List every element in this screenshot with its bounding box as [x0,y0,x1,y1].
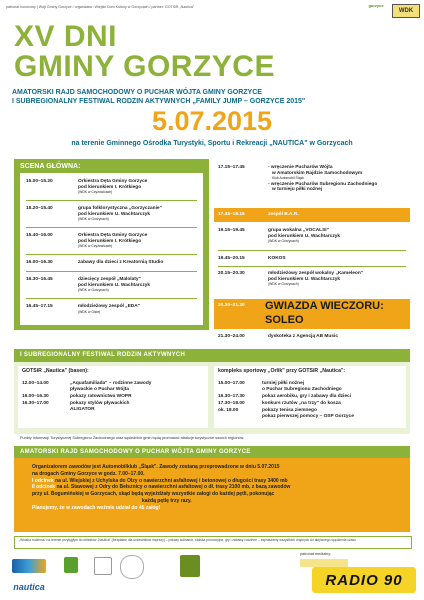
title-line-1: XV DNI [14,20,118,53]
subtitle [12,88,412,106]
divider [218,250,406,251]
gorzyce-portal-logo [300,559,348,567]
orlik-desc: pokazy tenisa ziemnego pokaz pierwszej pomocy – OSP Gorzyce [262,408,354,419]
headliner-time: 20.30–21.30 [218,303,245,308]
pool-title: GOTSiR „Nautica" (basen): [22,368,89,374]
rally-box [14,458,410,532]
main-stage-label: SCENA GŁÓWNA: [20,163,81,170]
footnote-box [14,536,412,549]
orlik-desc: konkurs rzutów „na trzy" do kosza [262,401,341,406]
rally-paragraph: na drogach Gminy Gorzyce w godz. 7.00–17.00. [32,470,145,477]
festival-header [14,349,410,362]
pool-time: 12.00–14.00 [22,381,49,386]
stage-time: 16.00–16.30 [26,260,53,265]
stage-time: 15.40–16.00 [26,233,53,238]
restaurant-logo [180,555,200,577]
evening-desc: - wręczenie Pucharów Wójta w Amatorskim Rajdzie Samochodowym Klub Automobil Śląsk - wręczenie Pucharów Subregionu Zachodniego w turnieju piłki nożnej [268,165,378,193]
event-date: 5.07.2015 [151,106,273,136]
divider [26,271,197,272]
pool-desc: pokazy ratownictwa WOPR [70,394,132,399]
gorzyce-logo: gorzyce [368,3,384,8]
evening-time: 20.15–20.30 [218,271,245,276]
headliner-label: GWIAZDA WIECZORU: [265,300,384,312]
stage-time: 16.30–16.45 [26,277,53,282]
wdk-logo: WDK [392,4,420,18]
rally-paragraph: każdą pętlę trzy razy. [142,497,192,504]
rally-title: AMATORSKI RAJD SAMOCHODOWY O PUCHAR WÓJTA GMINY GORZYCE [20,448,251,455]
festival-title: I SUBREGIONALNY FESTIWAL RODZIN AKTYWNYCH [20,352,186,358]
star-logo [120,555,144,579]
info-logo [64,557,78,573]
rally-paragraph: Organizatorem zawodów jest Automobilklub „Śląsk". Zawody zostaną przeprowadzone w dniu 5.07.2015 [32,464,280,470]
stage-desc: grupa folklorystyczna „Gorzyczanie" pod kierunkiem U. Wachtarczyk (WDK w Gorzycach) [78,206,162,222]
stage-desc: dziecięcy zespół „Malolaty" pod kierunkiem U. Wachtarczyk (WDK w Gorzycach) [78,277,151,293]
orlik-desc: turniej piłki nożnej o Puchar Subregionu Zachodniego [262,381,342,392]
pool-desc: pokazy stylów pływackich ALIGATOR [70,401,130,412]
rally-header [14,446,410,458]
divider [26,200,197,201]
evening-time: 17.45–19.15 [218,212,245,217]
main-stage-list [20,173,203,325]
page-title [14,22,275,82]
evening-desc: młodzieżowy zespół wokalny „Kameleon" pod kierunkiem U. Wachtarczyk (WDK w Gorzycach) [268,271,364,287]
rally-highlight: Planujemy, że w zawodach weźmie udział do 45 załóg! [32,504,161,511]
pool-desc: „Aquafamiliada" – rodzinne zawody pływackie o Puchar Wójta [70,381,152,392]
stage-time: 16.45–17.15 [26,304,53,309]
nautica-logo: nautica [13,582,45,592]
top-strip [0,0,424,22]
bar-row-highlight [214,208,410,222]
rally-paragraph: I odcinek na ul. Wiejskiej z Uchylska do Olzy o nawierzchni asfaltowej i betonowej o długości trasy 3400 mb [32,477,288,484]
evening-time: 19.45–20.15 [218,256,245,261]
evening-time: 21.30–24.00 [218,334,245,339]
title-line-2: GMINY GORZYCE [14,50,275,83]
media-patronage-label: patronat medialny: [300,552,332,556]
evening-desc: grupa wokalna „VOCALSI" pod kierunkiem U. Wachtarczyk (WDK w Gorzycach) [268,228,341,244]
orlik-box [214,366,406,428]
stage-desc: Orkiestra Dęta Gminy Gorzyce pod kierunkiem I. Krótkiego (WDK w Czyżowicach) [78,233,148,249]
festival-area [14,362,410,434]
pool-box [18,366,208,428]
orlik-time: 16.30–17.30 [218,394,245,399]
stage-desc: zabawy dla dzieci z Kreatornią Studio [78,260,164,265]
orlik-time: 17.30–18.00 [218,401,245,406]
divider [218,266,406,267]
orlik-time: 15.00–17.00 [218,381,245,386]
divider [26,227,197,228]
sponsor-logo-strip [12,555,292,577]
main-stage-panel [14,159,209,330]
orlik-title: kompleks sportowy „Orlik" przy GOTSiR „Nautica": [218,368,346,374]
orlik-desc: pokaz aerobiku, gry i zabawy dla dzieci [262,394,352,399]
pool-time: 16.30–17.00 [22,401,49,406]
divider [26,254,197,255]
stage-desc: młodzieżowy zespół „EDA" (WDK w Olzie) [78,304,140,314]
evening-desc: dyskoteka z Agencją AB Music [268,334,339,339]
subtitle-line-2: I SUBREGIONALNY FESTIWAL RODZIN AKTYWNYCH „FAMILY JUMP – GORZYCE 2015" [12,98,306,105]
evening-time: 17.15–17.45 [218,165,245,170]
evening-desc: KOKOS [268,256,286,261]
venue-line: na terenie Gminnego Ośrodka Turystyki, Sportu i Rekreacji „NAUTICA" w Gorzycach [71,140,353,147]
stage-time: 15.00–15.20 [26,179,53,184]
headliner-box [214,299,410,329]
stage-desc: Orkiestra Dęta Gminy Gorzyce pod kierunkiem I. Krótkiego (WDK w Czyżowicach) [78,179,148,195]
evening-desc: zespół B.A.R. [268,212,299,217]
rally-text [32,464,394,512]
evening-time: 19.15–19.45 [218,228,245,233]
footnote-text: „Wioska rodzinna" na terenie przylęgłym do obiektów „Nautica" (bezpłatne dla uczestników imprezy) – pokazy kulinarne, stoiska promocyjne, gry i zabawy rodzinne – zapraszamy wszystkich chętnych do aktywnego spędzenia czasu [19,538,356,542]
rally-paragraph: II odcinek na ul. Stawowej z Odry do Bełsznicy o nawierzchni asfaltowej o dł. trasy 2100 mb, z bazą zawodów [32,484,291,491]
orlik-time: ok. 18.00 [218,408,239,413]
stage-time: 15.20–15.40 [26,206,53,211]
headliner-name: SOLEO [265,314,304,326]
festival-note: Punkty Informacji Turystycznej Subregionu Zachodniego oraz sąsiednich gmin będą promować atrakcje turystyczne swoich regionów. [20,436,245,440]
subtitle-line-1: AMATORSKI RAJD SAMOCHODOWY O PUCHAR WÓJTA GMINY GORZYCE [12,89,262,96]
divider [26,298,197,299]
patrons-line: patronat honorowy | Wójt Gminy Gorzyce / organizator: Wiejski Dom Kultury w Gorzycach / partner: GOTSiR „Nautica" [6,5,195,9]
rally-paragraph: przy ul. Bogumińskiej w Gorzycach, skąd będą wyjeżdżały wszystkie załogi do każdej pętli, pokonując [32,491,275,498]
pool-time: 16.00–16.30 [22,394,49,399]
subregion-logo [12,559,46,573]
radio-90-logo: RADIO 90 [312,567,416,593]
sponsor-logo [94,557,112,575]
